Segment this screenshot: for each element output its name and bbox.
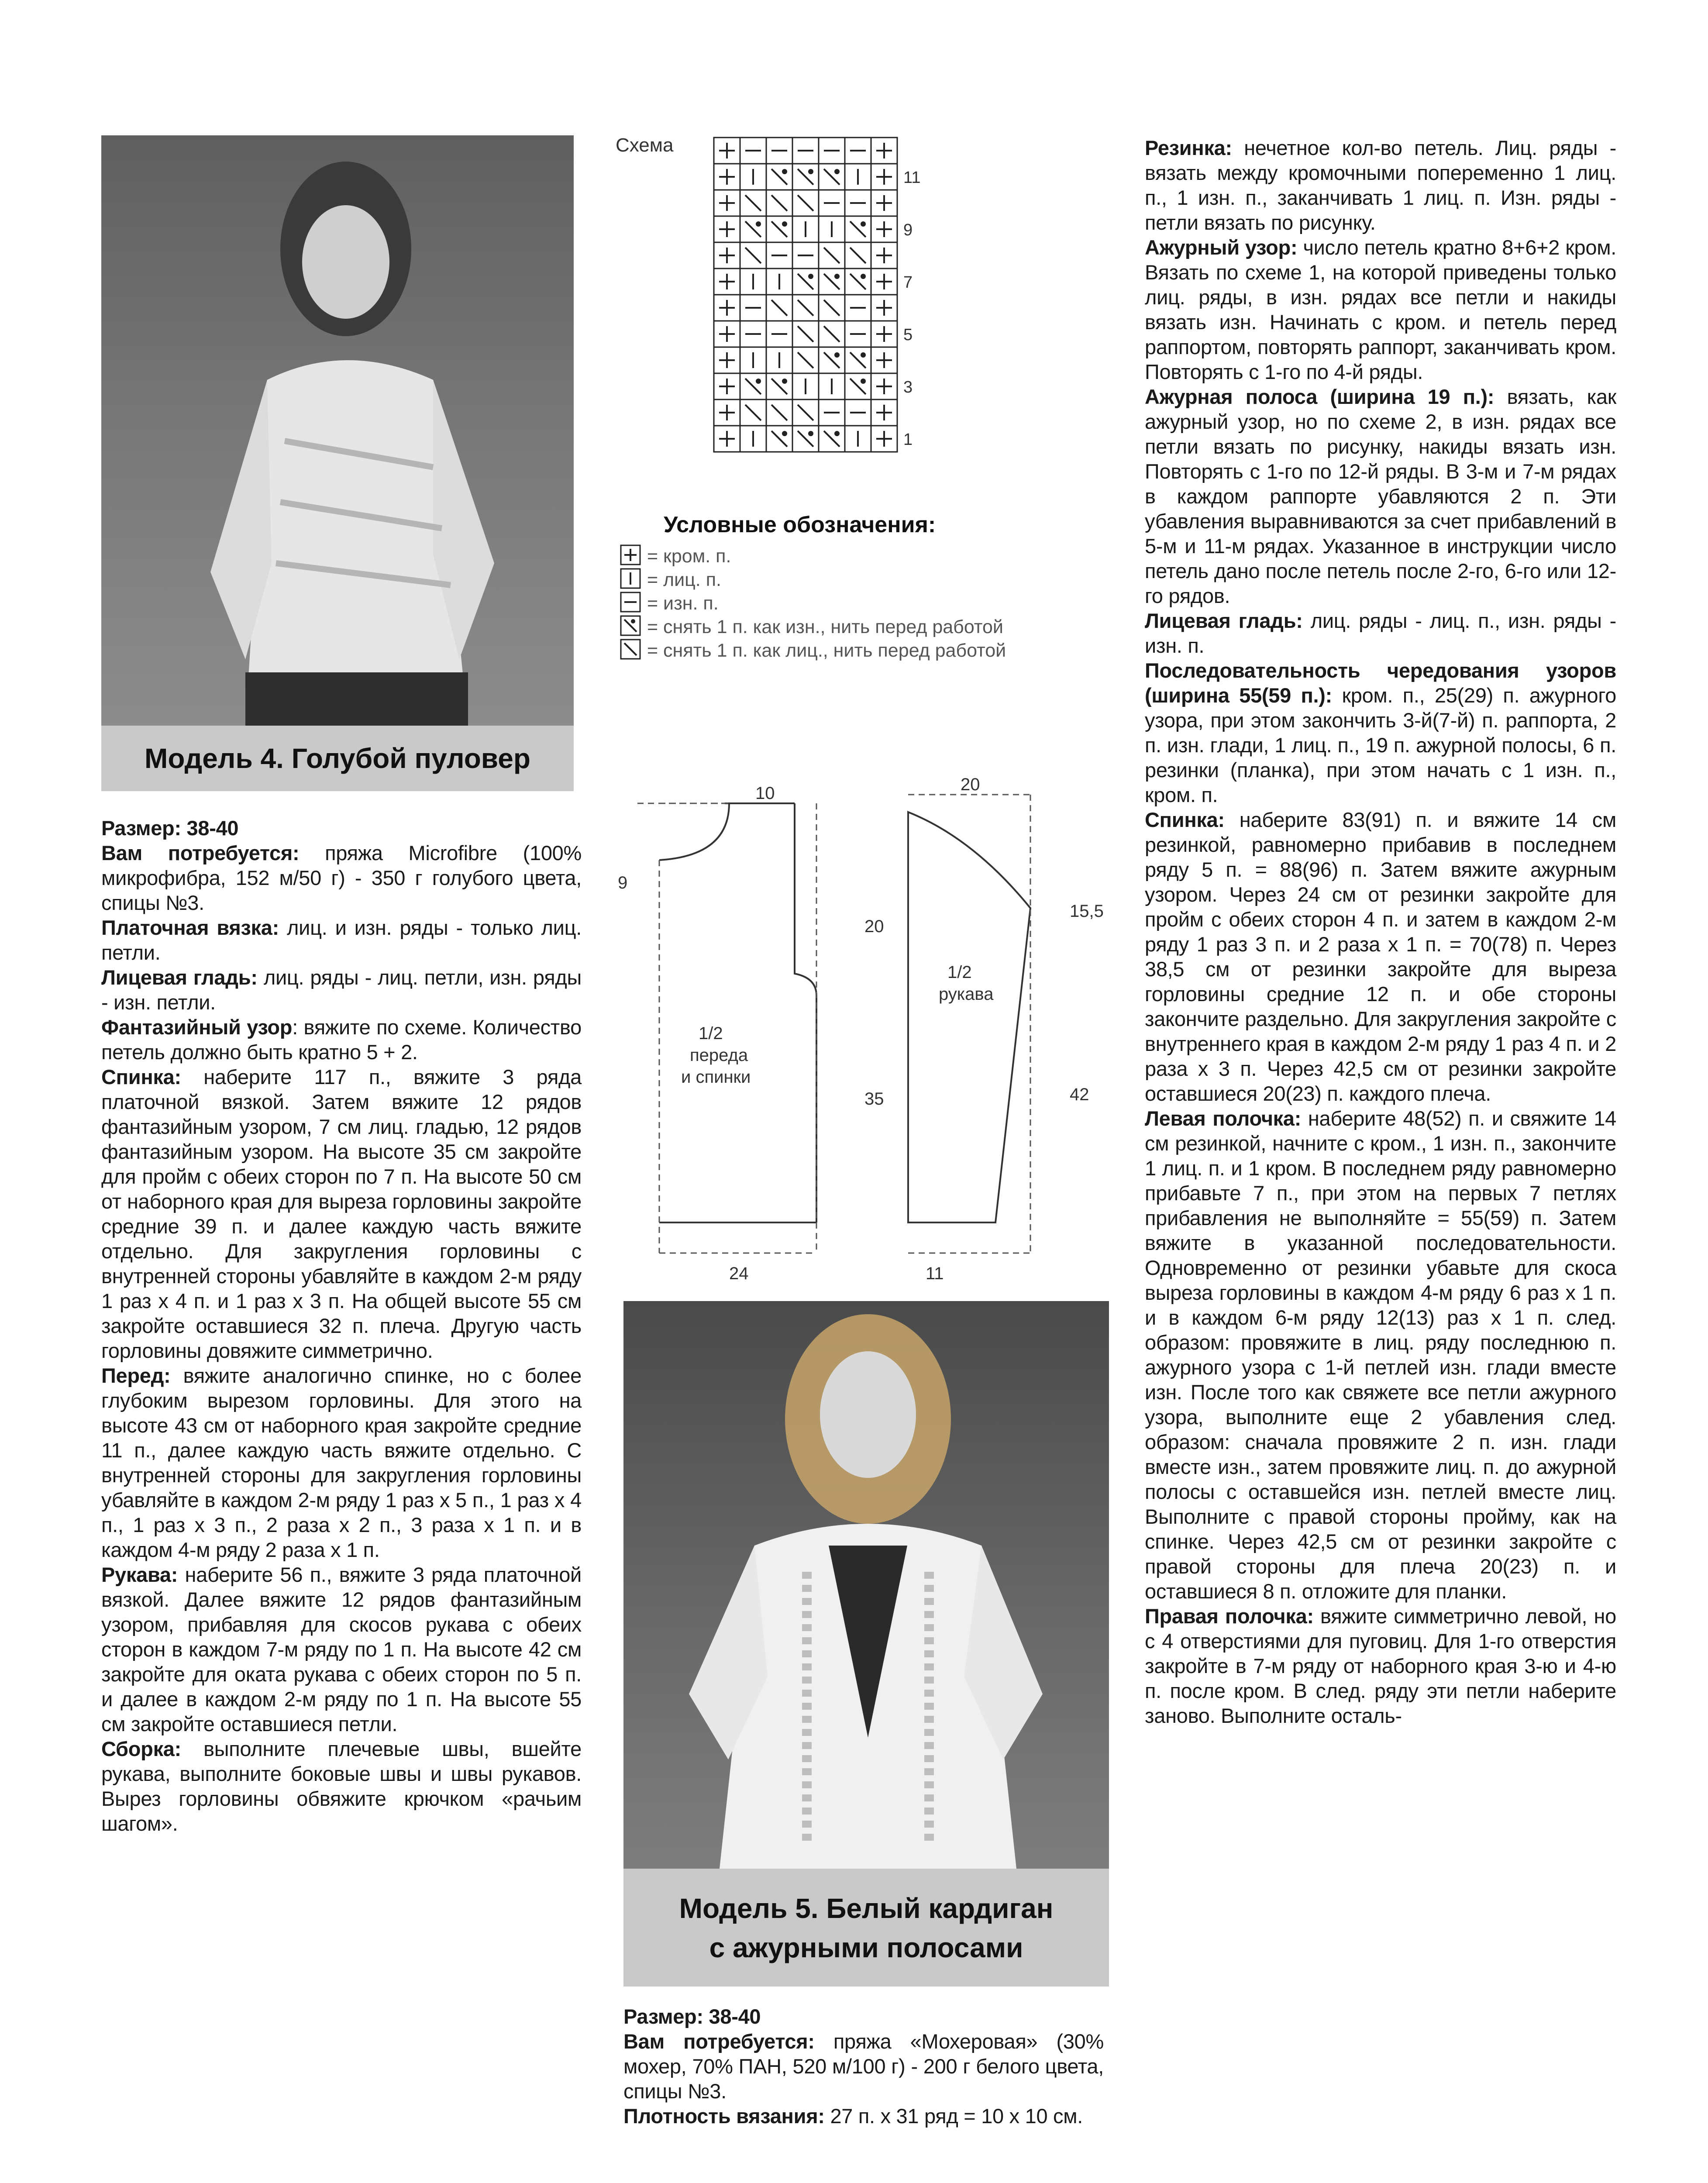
chart-cell xyxy=(871,321,897,347)
chart-cell xyxy=(714,190,740,216)
dim-sleeve-bottom: 11 xyxy=(926,1264,944,1283)
paragraph-body: наберите 83(91) п. и вяжите 14 см резинкой, равномерно прибавив в последнем ряду 5 п. = 88(96) п. Затем вяжите ажурным узором. Через 24 см от резинки закройте для пройм с обеих сторон 4 п. и затем в каждом 2-м ряду 1 раз 3 п. и 2 раза х 1 п. = 70(78) п. Через 38,5 см от резинки закройте для выреза горловины средние 12 п. и обе стороны закончите раздельно. Для закругления закройте с внутреннего края в каждом 2-м ряду 1 раз 4 п. и 2 раза х 3 п. Через 42,5 см от резинки закройте оставшиеся 20(23) п. каждого плеча. xyxy=(1145,808,1616,1105)
chart-cell xyxy=(871,426,897,452)
text-paragraph xyxy=(101,1736,582,1836)
paragraph-heading: Фантазийный узор xyxy=(101,1016,293,1039)
model5-photo xyxy=(623,1301,1109,1869)
chart-cell xyxy=(871,216,897,242)
paragraph-heading: Платочная вязка: xyxy=(101,916,279,939)
paragraph-body: наберите 56 п., вяжите 3 ряда платочной вязкой. Далее вяжите 12 рядов фантазийным узором, прибавляя для скосов рукава с обеих сторон в каждом 7-м ряду по 1 п. На высоте 42 см закройте для оката рукава с обеих сторон по 5 п. и далее в каждом 2-м ряду по 1 п. На высоте 55 см закройте оставшиеся петли. xyxy=(101,1563,582,1735)
chart-cell xyxy=(819,216,845,242)
model5-caption-line2: с ажурными полосами xyxy=(709,1932,1023,1963)
body-guides xyxy=(637,803,816,1253)
chart-row-number: 9 xyxy=(903,221,913,239)
chart-cell xyxy=(714,321,740,347)
legend-text-purl: = изн. п. xyxy=(647,593,719,614)
chart-cell xyxy=(845,426,871,452)
paragraph-heading: Левая полочка: xyxy=(1145,1107,1302,1130)
paragraph-body: вяжите аналогично спинке, но с более глубоким вырезом горловины. Для этого на высоте 43 см от наборного края закройте средние 11 п., далее каждую часть вяжите отдельно. С внутренней стороны для закругления горловины убавляйте в каждом 2-м ряду 1 раз х 5 п., 1 раз х 4 п., 1 раз х 3 п., 2 раза х 2 п., 3 раза х 1 п. и в каждом 4-м ряду 2 раза х 1 п. xyxy=(101,1364,582,1561)
legend-row-edge xyxy=(620,544,1039,568)
text-paragraph xyxy=(101,1015,582,1064)
model5-figure xyxy=(623,1301,1109,1869)
model4-caption-text: Модель 4. Голубой пуловер xyxy=(145,743,530,774)
chart-cell xyxy=(714,347,740,373)
chart-cell xyxy=(740,295,766,321)
chart-cell xyxy=(819,242,845,269)
chart-row-number: 1 xyxy=(903,430,913,449)
paragraph-body: число петель кратно 8+6+2 кром. Вязать по схеме 1, на которой приведены только лиц. ряды, в изн. рядах все петли и накиды вязать изн. Начинать с кром. и петель перед раппортом, повторять раппорт, заканчивать кром. Повторять с 1-го по 4-й ряды. xyxy=(1145,236,1616,383)
chart-cell xyxy=(792,138,819,164)
dim-body-height: 35 xyxy=(864,1089,884,1109)
dim-top-neck: 10 xyxy=(755,784,775,803)
paragraph-body: пряжа «Мохеровая» (30% мохер, 70% ПАН, 520 м/100 г) - 200 г белого цвета, спицы №3. xyxy=(623,2030,1104,2103)
chart-cell xyxy=(871,295,897,321)
chart-cell xyxy=(871,373,897,399)
text-paragraph xyxy=(623,2104,1104,2128)
legend-row-slip-knitwise xyxy=(620,639,1039,662)
chart-cell xyxy=(766,426,792,452)
edge-stitch-icon xyxy=(620,544,641,565)
model5-caption xyxy=(623,1869,1109,1987)
legend-row-purl xyxy=(620,592,1039,615)
paragraph-heading: Размер: 38-40 xyxy=(101,816,239,840)
paragraph-heading: Перед: xyxy=(101,1364,171,1387)
chart-cell xyxy=(845,295,871,321)
paragraph-heading: Лицевая гладь: xyxy=(101,966,258,989)
chart-cell xyxy=(819,399,845,426)
chart-cell xyxy=(766,190,792,216)
chart-cell xyxy=(740,321,766,347)
chart-cell xyxy=(845,242,871,269)
text-paragraph xyxy=(101,915,582,965)
paragraph-heading: Резинка: xyxy=(1145,136,1232,159)
paragraph-body: нечетное кол-во петель. Лиц. ряды - вязать между кромочными попеременно 1 лиц. п., 1 изн. п., заканчивать 1 лиц. п. Изн. ряды - петли вязать по рисунку. xyxy=(1145,136,1616,234)
text-paragraph xyxy=(101,1064,582,1363)
chart-row-number: 3 xyxy=(903,378,913,396)
text-paragraph xyxy=(1145,608,1616,658)
legend xyxy=(620,513,1039,662)
chart-cell xyxy=(819,164,845,190)
chart-cell xyxy=(740,373,766,399)
chart-cell xyxy=(766,373,792,399)
chart-cell xyxy=(714,269,740,295)
text-paragraph xyxy=(101,965,582,1015)
chart-cell xyxy=(792,399,819,426)
paragraph-body: 27 п. х 31 ряд = 10 х 10 см. xyxy=(824,2104,1083,2128)
paragraph-body: : вяжите по схеме. Количество петель должно быть кратно 5 + 2. xyxy=(101,1016,582,1064)
text-paragraph xyxy=(1145,384,1616,608)
paragraph-heading: Лицевая гладь: xyxy=(1145,609,1303,632)
paragraph-body: выполните плечевые швы, вшейте рукава, выполните боковые швы и швы рукавов. Вырез горловины обвяжите крючком «рачьим шагом». xyxy=(101,1737,582,1835)
legend-row-knit xyxy=(620,568,1039,592)
chart-cell xyxy=(845,321,871,347)
chart-cell xyxy=(714,242,740,269)
dim-sleeve-length: 42 xyxy=(1070,1085,1089,1104)
chart-cell xyxy=(792,426,819,452)
text-paragraph xyxy=(101,1363,582,1562)
text-paragraph xyxy=(1145,807,1616,1106)
paragraph-heading: Размер: 38-40 xyxy=(623,2005,761,2028)
chart-cell xyxy=(871,269,897,295)
legend-row-slip-purlwise xyxy=(620,615,1039,639)
chart-row-number: 11 xyxy=(903,169,921,187)
paragraph-heading: Спинка: xyxy=(1145,808,1225,831)
chart-cell xyxy=(714,426,740,452)
chart-cell xyxy=(792,242,819,269)
chart-cell xyxy=(766,347,792,373)
model4-caption xyxy=(101,726,574,791)
paragraph-heading: Вам потребуется: xyxy=(101,841,300,864)
chart-cell xyxy=(845,164,871,190)
dim-armhole: 20 xyxy=(864,917,884,936)
chart-cell xyxy=(766,216,792,242)
left-text-column xyxy=(101,816,582,1836)
legend-text-slip-purlwise: = снять 1 п. как изн., нить перед работой xyxy=(647,616,1003,637)
paragraph-body: лиц. ряды - лиц. петли, изн. ряды - изн. петли. xyxy=(101,966,582,1014)
paragraph-heading: Ажурный узор: xyxy=(1145,236,1298,259)
text-paragraph xyxy=(1145,658,1616,807)
chart-cell xyxy=(871,399,897,426)
chart-cell xyxy=(714,138,740,164)
chart-cell xyxy=(740,399,766,426)
chart-cell xyxy=(740,164,766,190)
model4-figure xyxy=(101,135,574,726)
model4-photo xyxy=(101,135,574,726)
legend-text-slip-knitwise: = снять 1 п. как лиц., нить перед работой xyxy=(647,640,1006,661)
body-outline xyxy=(659,803,816,1222)
chart-cell xyxy=(766,321,792,347)
text-paragraph xyxy=(1145,135,1616,235)
text-paragraph xyxy=(101,840,582,915)
sleeve-outline xyxy=(908,812,1030,1222)
text-paragraph xyxy=(1145,1106,1616,1604)
dim-body-width: 24 xyxy=(729,1264,749,1283)
sleeve-label-2: рукава xyxy=(939,985,994,1004)
chart-cell xyxy=(766,164,792,190)
paragraph-body: лиц. и изн. ряды - только лиц. петли. xyxy=(101,916,582,964)
chart-cell xyxy=(792,321,819,347)
text-paragraph xyxy=(1145,235,1616,384)
dim-top-sleeve: 20 xyxy=(961,775,980,794)
chart-cell xyxy=(714,164,740,190)
schema-title: Схема xyxy=(616,134,674,156)
chart-cell xyxy=(766,269,792,295)
purl-stitch-icon xyxy=(620,592,641,613)
chart-cell xyxy=(766,295,792,321)
slip-knitwise-icon xyxy=(620,639,641,660)
paragraph-heading: Вам потребуется: xyxy=(623,2030,815,2053)
chart-cell xyxy=(740,426,766,452)
chart-cell xyxy=(792,190,819,216)
chart-cell xyxy=(819,373,845,399)
chart-cell xyxy=(819,321,845,347)
right-text-column xyxy=(1145,135,1616,1728)
legend-text-edge: = кром. п. xyxy=(647,546,731,567)
model5-caption-line1: Модель 5. Белый кардиган xyxy=(679,1893,1054,1924)
paragraph-body: наберите 48(52) п. и свяжите 14 см резинкой, начните с кром., 1 изн. п., закончите 1 лиц. п. и 1 кром. В последнем ряду равномерно прибавьте 7 п., при этом на первых 7 петлях прибавления не выполняйте = 55(59) п. Затем вяжите в указанной последовательности. Одновременно от резинки убавьте для скоса выреза горловины в каждом 4-м ряду 6 раз х 1 п. и в каждом 6-м ряду 12(13) раз х 1 п. след. образом: провяжите в лиц. ряду последнюю п. ажурного узора с 1-й петлей изн. глади вместе изн. После того как свяжете все петли ажурного узора, выполните еще 2 убавления след. образом: сначала провяжите 2 п. изн. глади вместе изн., затем провяжите лиц. п. до ажурной полосы с оставшейся изн. петлей вместе лиц. Выполните с правой стороны пройму, как на спинке. Через 42,5 см от резинки закройте с правой стороны для плеча 20(23) п. и оставшиеся 8 п. отложите для планки. xyxy=(1145,1107,1616,1603)
chart-cell xyxy=(871,347,897,373)
chart-cell xyxy=(740,347,766,373)
chart-row-number: 7 xyxy=(903,273,913,292)
paragraph-body: пряжа Microfibre (100% микрофибра, 152 м/50 г) - 350 г голубого цвета, спицы №3. xyxy=(101,841,582,914)
chart-cell xyxy=(871,242,897,269)
chart-cell xyxy=(792,164,819,190)
legend-text-knit: = лиц. п. xyxy=(647,569,721,590)
chart-cell xyxy=(845,399,871,426)
paragraph-body: вяжите симметрично левой, но с 4 отверстиями для пуговиц. Для 1-го отверстия закройте в 7-м ряду от наборного края 3-ю и 4-ю п. после кром. В след. ряду эти петли наберите заново. Выполните осталь- xyxy=(1145,1605,1616,1727)
chart-cell xyxy=(845,216,871,242)
paragraph-heading: Спинка: xyxy=(101,1065,181,1088)
chart-cell xyxy=(845,373,871,399)
paragraph-heading: Рукава: xyxy=(101,1563,178,1586)
chart-cell xyxy=(714,373,740,399)
chart-cell xyxy=(792,373,819,399)
paragraph-heading: Плотность вязания: xyxy=(623,2104,825,2128)
chart-cell xyxy=(740,216,766,242)
text-paragraph xyxy=(101,816,582,840)
body-label-3: и спинки xyxy=(681,1067,751,1087)
sleeve-guides xyxy=(908,795,1030,1253)
chart-cell xyxy=(766,138,792,164)
text-paragraph xyxy=(101,1562,582,1736)
chart-cell xyxy=(845,269,871,295)
pattern-diagram xyxy=(611,775,1135,1301)
text-paragraph xyxy=(623,2004,1104,2029)
paragraph-body: кром. п., 25(29) п. ажурного узора, при этом закончить 3-й(7-й) п. раппорта, 2 п. изн. глади, 1 лиц. п., 19 п. ажурной полосы, 6 п. резинки (планка), при этом начать с 1 изн. п., кром. п. xyxy=(1145,684,1616,806)
chart-cell xyxy=(766,399,792,426)
chart-cell xyxy=(871,190,897,216)
chart-cell xyxy=(845,347,871,373)
chart-cell xyxy=(792,269,819,295)
chart-cell xyxy=(740,269,766,295)
chart-cell xyxy=(792,295,819,321)
text-paragraph xyxy=(1145,1604,1616,1728)
paragraph-heading: Ажурная полоса (ширина 19 п.): xyxy=(1145,385,1494,408)
chart-cell xyxy=(819,138,845,164)
dim-sleeve-cap: 15,5 xyxy=(1070,902,1104,921)
paragraph-body: вязать, как ажурный узор, но по схеме 2, в изн. рядах все петли вязать по рисунку, накиды вязать изн. Повторять с 1-го по 12-й ряды. В 3-м и 7-м рядах в каждом раппорте убавляются 2 п. Эти убавления выравниваются за счет прибавлений в 5-м и 11-м рядах. Указанное в инструкции число петель дано после петель после 2-го, 6-го или 12-го рядов. xyxy=(1145,385,1616,607)
body-label-2: переда xyxy=(690,1046,748,1065)
chart-cell xyxy=(714,399,740,426)
chart-cell xyxy=(714,295,740,321)
paragraph-heading: Сборка: xyxy=(101,1737,181,1760)
chart-cell xyxy=(819,190,845,216)
chart-cell xyxy=(871,138,897,164)
chart-cell xyxy=(819,426,845,452)
chart-cell xyxy=(714,216,740,242)
chart-cell xyxy=(740,242,766,269)
paragraph-body: лиц. ряды - лиц. п., изн. ряды - изн. п. xyxy=(1145,609,1616,657)
chart-cell xyxy=(871,164,897,190)
sleeve-label-1: 1/2 xyxy=(947,963,972,982)
paragraph-body: наберите 117 п., вяжите 3 ряда платочной вязкой. Затем вяжите 12 рядов фантазийным узором, 7 см лиц. гладью, 12 рядов фантазийным узором. На высоте 35 см закройте для пройм с обеих сторон по 7 п. На высоте 50 см от наборного края для выреза горловины закройте средние 39 п. и далее каждую часть вяжите отдельно. Для закругления горловины с внутренней стороны убавляйте в каждом 2-м ряду 1 раз х 4 п. и 1 раз х 3 п. На общей высоте 55 см закройте оставшиеся 32 п. плеча. Другую часть горловины довяжите симметрично. xyxy=(101,1065,582,1362)
paragraph-heading: Правая полочка: xyxy=(1145,1605,1314,1628)
chart-cell xyxy=(819,269,845,295)
slip-purlwise-icon xyxy=(620,615,641,636)
chart-cell xyxy=(740,138,766,164)
chart-cell xyxy=(819,347,845,373)
chart-cell xyxy=(792,347,819,373)
knit-stitch-icon xyxy=(620,568,641,589)
mid-text-column xyxy=(623,2004,1104,2128)
schema-grid xyxy=(712,135,943,485)
chart-cell xyxy=(740,190,766,216)
chart-cell xyxy=(845,190,871,216)
text-paragraph xyxy=(623,2029,1104,2104)
chart-cell xyxy=(792,216,819,242)
chart-cell xyxy=(766,242,792,269)
chart-row-number: 5 xyxy=(903,326,913,344)
dim-neck-depth: 9 xyxy=(618,873,628,892)
chart-cell xyxy=(845,138,871,164)
body-label-1: 1/2 xyxy=(699,1024,723,1043)
legend-title: Условные обозначения: xyxy=(664,512,936,537)
chart-cell xyxy=(819,295,845,321)
paragraph-heading: Последовательность чередования узоров (ширина 55(59 п.): xyxy=(1145,659,1616,707)
